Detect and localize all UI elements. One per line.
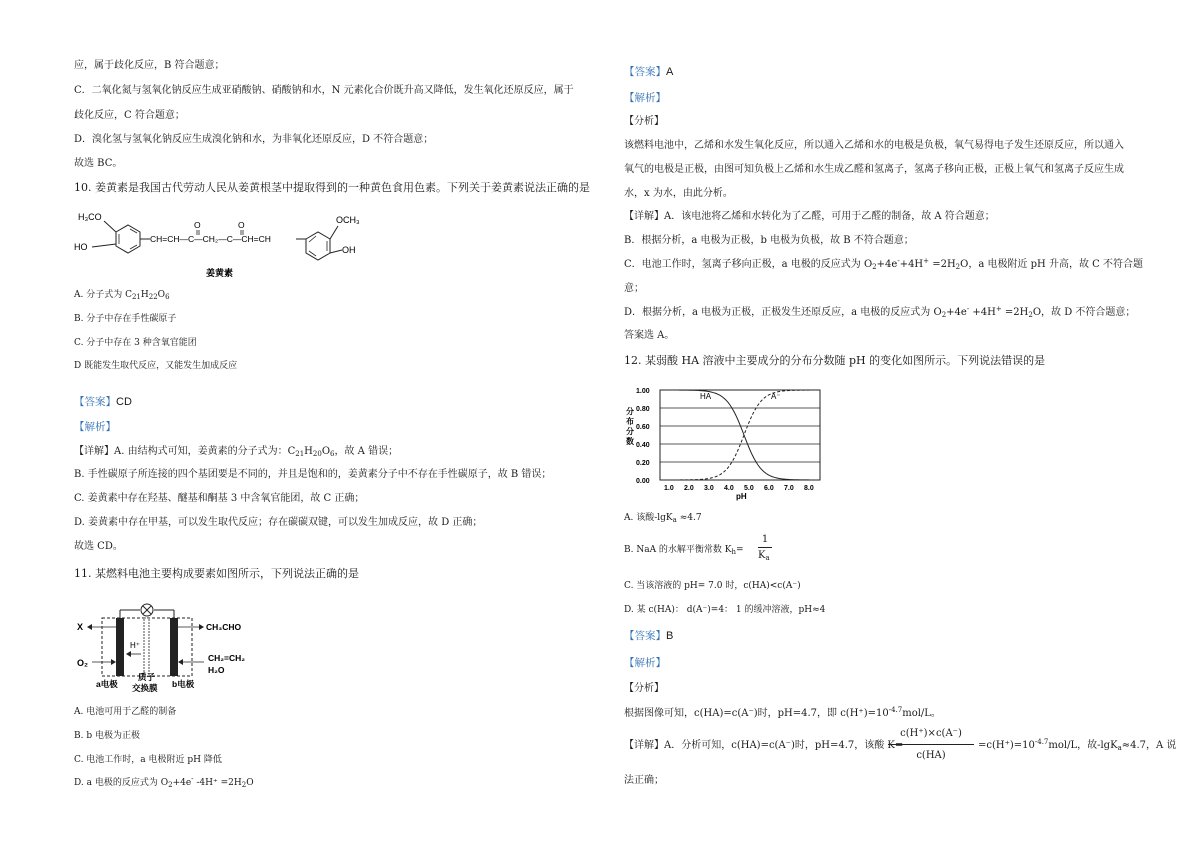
label-h3co: H₃CO [78,212,102,222]
label-oh: OH [342,245,356,255]
text-line: 氧气的电极是正极，由图可知负极上乙烯和水生成乙醛和氢离子，氢离子移向正极，正极上氧气和氢离子反应生成 [624,164,1124,175]
text-line: 水，x 为水，由此分析。 [624,188,733,199]
q12-option-a: A. 该酸-lgK$_a$ ≈4.7 [624,513,702,524]
a-minus-series-line [670,390,810,480]
text-line: 根据图像可知，c(HA)=c(A⁻)时，pH=4.7，即 $c(H^+)=10^{-4.7}mol/L$。 [624,706,941,719]
proton-membrane [144,618,149,676]
y-tick-label: 0.40 [636,442,650,449]
formula-denominator: c(HA) [916,750,946,761]
detail-d: D. 姜黄素中存在甲基，可以发生取代反应；存在碳碳双键，可以发生加成反应，故 D 正确； [74,517,483,528]
xlabel: pH [736,492,747,501]
analysis-label: 【解析】 [624,92,666,104]
detail-c: C．电池工作时，氢离子移向正极，a 电极的反应式为 $O_2+4e^-+4H^+ =2H_2O$，a 电极附近 pH 升高，故 C 不符合题 [624,257,1143,271]
label-membrane-2: 交换膜 [132,683,158,693]
detail-a-cont: 法正确； [624,775,664,786]
q12-option-d: D. 某 c(HA)： d(A⁻)=4： 1 的缓冲溶液，pH≈4 [624,605,826,615]
carbonyl-o2: O [238,220,245,230]
plot-frame [660,390,820,480]
x-tick-label: 2.0 [684,485,694,492]
text-line: 歧化反应，C 符合题意； [74,110,185,121]
text-line: 该燃料电池中，乙烯和水发生氧化反应，所以通入乙烯和水的电极是负极，氧气易得电子发生还原反应，所以通入 [624,140,1124,151]
option-d: D 既能发生取代反应，又能发生加成反应 [74,361,238,371]
x-tick-label: 1.0 [664,485,674,492]
label-ha: HA [700,392,712,401]
ylabel-char: 分 [626,427,634,436]
y-tick-label: 0.20 [636,460,650,467]
detail-c-cont: 意； [624,283,644,294]
option-c: C. 分子中存在 3 种含氧官能团 [74,338,197,348]
detail-b: B．根据分析，a 电极为正极，b 电极为负极，故 B 不符合题意； [624,235,914,246]
fuel-cell-diagram [74,598,274,693]
q11-option-b: B. b 电极为正极 [74,731,140,741]
detail-b: B. 手性碳原子所连接的四个基团要是不同的，并且是饱和的，姜黄素分子中不存在手性碳原子，故 B 错误； [74,469,552,480]
analysis-label: 【解析】 [74,421,116,433]
conclusion: 答案选 A。 [624,330,675,341]
chain-left: CH=CH—C—CH₂—C—CH=CH [150,234,271,244]
label-hplus: H⁺ [130,641,140,650]
label-membrane-1: 质子 [138,672,156,682]
option-b: B. 分子中存在手性碳原子 [74,314,177,324]
label-och3: OCH₃ [336,215,360,225]
label-ho: HO [74,242,88,252]
x-tick-label: 7.0 [784,485,794,492]
label-ch3cho: CH₃CHO [206,622,242,632]
question-11-stem: 11. 某燃料电池主要构成要素如图所示，下列说法正确的是 [74,567,359,580]
question-12-stem: 12. 某弱酸 HA 溶液中主要成分的分布分数随 pH 的变化如图所示。下列说法错误的是 [624,354,1046,367]
fraction-bar [758,547,772,548]
curcumin-structure [74,206,374,284]
b-electrode [170,618,178,676]
carbonyl-o1: O [194,220,201,230]
x-tick-label: 5.0 [744,485,754,492]
answer-12: 【答案】B [624,630,674,642]
ylabel-char: 布 [626,417,634,426]
fenxi-label: 【分析】 [624,116,664,127]
label-b-electrode: b电极 [172,679,195,689]
ylabel-char: 分 [626,407,634,416]
y-tick-label: 1.00 [636,388,650,395]
benzene-ring-right [306,232,330,260]
structure-caption: 姜黄素 [206,268,234,278]
text-line: C．二氧化氮与氢氧化钠反应生成亚硝酸钠、硝酸钠和水，N 元素化合价既升高又降低，发生氧化还原反应，属于 [74,85,574,96]
analysis-label: 【解析】 [624,657,666,669]
fraction-numerator: 1 [761,534,769,545]
detail-a: 【详解】A. 由结构式可知，姜黄素的分子式为：$C_{21}H_{20}O_6$，故 A 错误； [74,446,399,458]
x-tick-label: 4.0 [724,485,734,492]
ha-series-line [670,390,810,480]
label-ethylene: CH₂=CH₂ [208,653,246,663]
q11-option-a: A. 电池可用于乙醛的制备 [74,707,177,717]
distribution-chart [624,382,824,502]
label-a-minus: A⁻ [771,392,781,401]
q11-option-d: D. a 电极的反应式为 $O_2+4e^-$ $-4H^+ =2H_2O$ [74,775,254,789]
y-tick-label: 0.80 [636,406,650,413]
ylabel-char: 数 [626,437,634,446]
formula-numerator: c(H⁺)×c(A⁻) [900,728,962,739]
y-tick-label: 0.00 [636,478,650,485]
text-line: 故选 BC。 [74,158,123,169]
option-a: A. 分子式为 $C_{21}H_{22}O_6$ [74,290,170,301]
y-tick-label: 0.60 [636,424,650,431]
answer-11: 【答案】A [624,66,674,78]
x-tick-label: 3.0 [704,485,714,492]
detail-d: D．根据分析，a 电极为正极，正极发生还原反应，a 电极的反应式为 $O_2+4e^- +4H^+ =2H_2O$，故 D 不符合题意； [624,305,1136,319]
q11-option-c: C. 电池工作时，a 电极附近 pH 降低 [74,755,222,765]
label-o2: O₂ [77,658,88,668]
fenxi-label: 【分析】 [624,683,664,694]
label-x: X [77,622,84,632]
benzene-ring-left [116,225,140,253]
label-a-electrode: a电极 [96,679,118,689]
detail-conclusion: 故选 CD。 [74,541,123,552]
fraction-denominator: $K_a$ [758,550,770,562]
x-tick-label: 6.0 [764,485,774,492]
x-tick-label: 8.0 [804,485,814,492]
question-10-stem: 10. 姜黄素是我国古代劳动人民从姜黄根茎中提取得到的一种黄色食用色素。下列关于姜黄素说法正确的是 [74,181,590,194]
text-line: 应，属于歧化反应，B 符合题意； [74,60,225,71]
text-line: D．溴化氢与氢氧化钠反应生成溴化钠和水，为非氧化还原反应，D 不符合题意； [74,134,434,145]
label-h2o: H₂O [208,665,225,675]
detail-c: C. 姜黄素中存在羟基、醚基和酮基 3 中含氧官能团，故 C 正确； [74,493,365,504]
detail-a: 【详解】A．该电池将乙烯和水转化为了乙醛，可用于乙醛的制备，故 A 符合题意； [624,211,995,222]
answer-10: 【答案】CD [74,396,132,408]
q12-option-c: C. 当该溶液的 pH= 7.0 时，c(HA)<c(A⁻) [624,581,801,591]
a-electrode [116,618,124,676]
formula-bar [888,744,974,745]
